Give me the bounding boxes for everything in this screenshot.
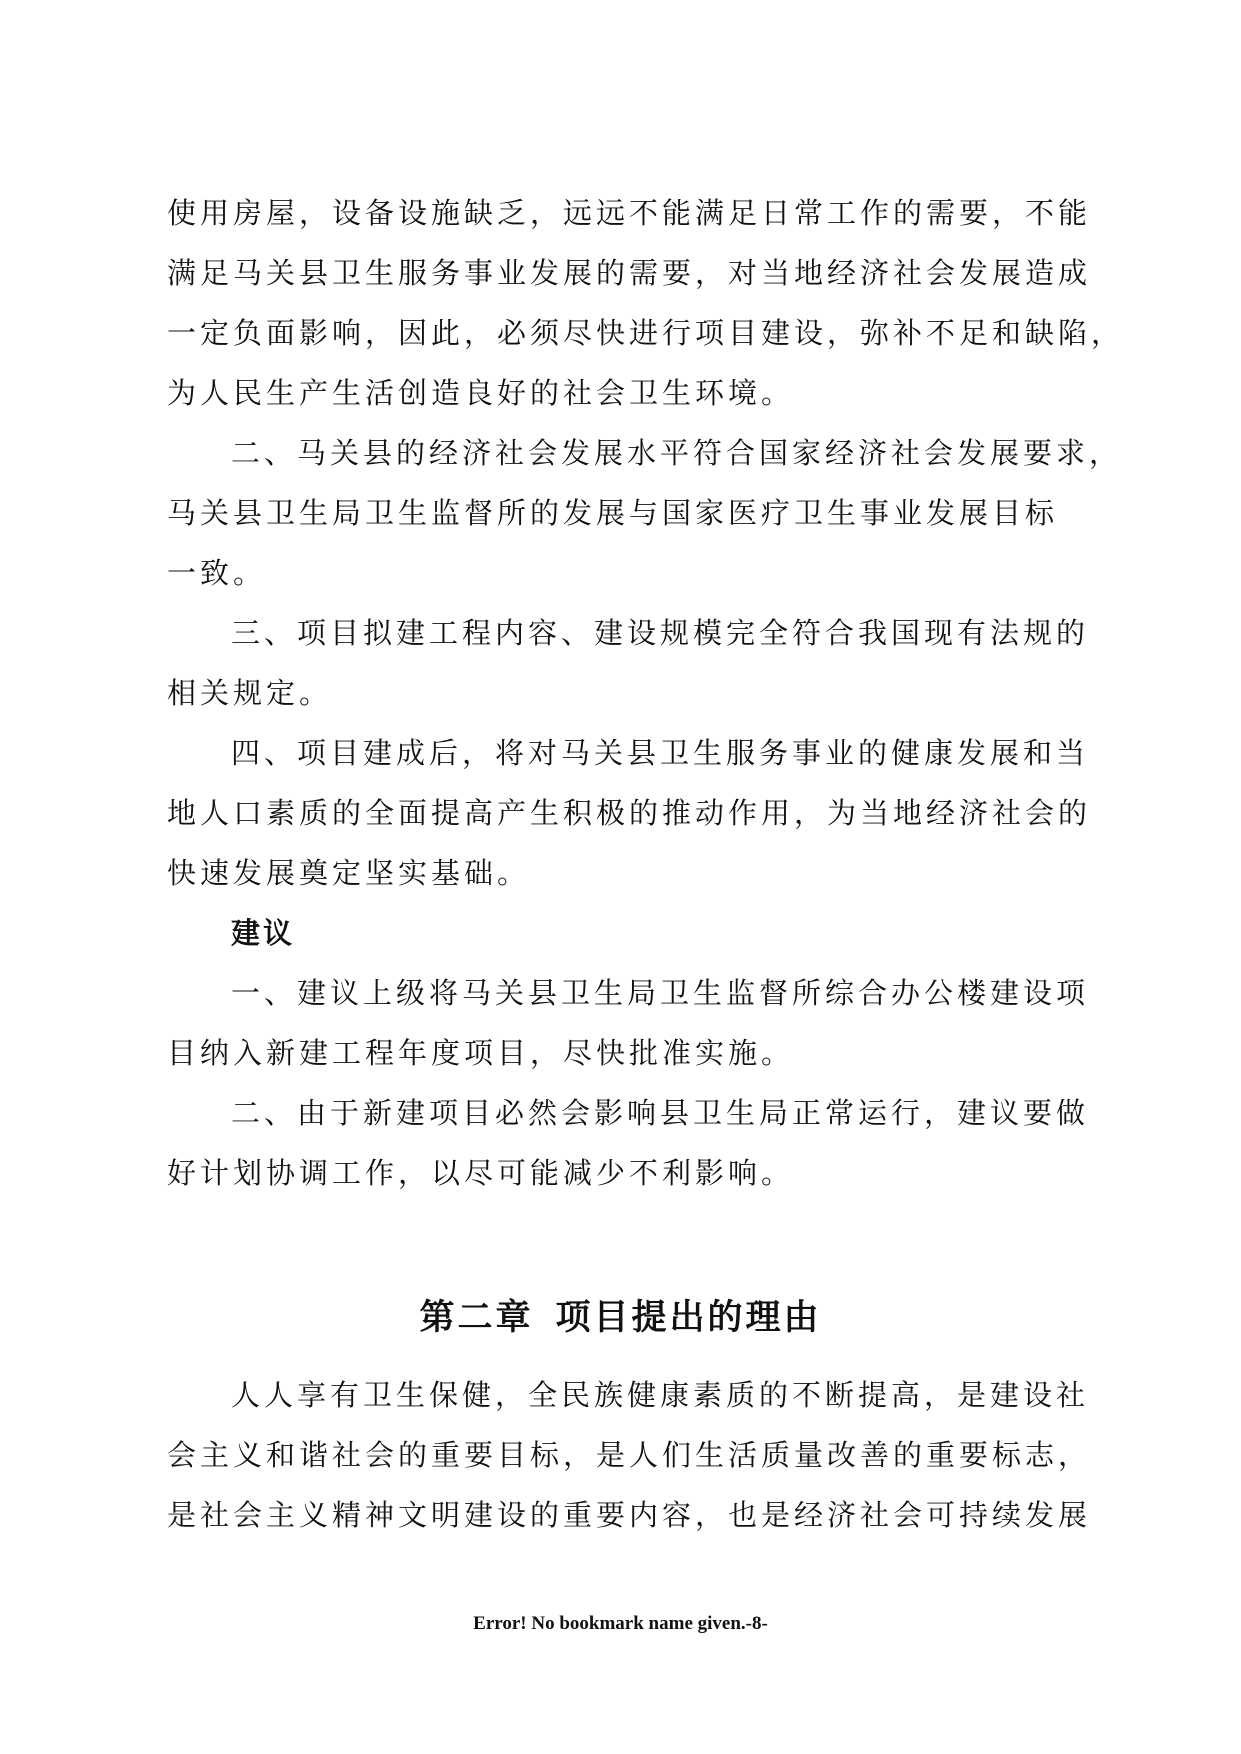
text-line: 目纳入新建工程年度项目，尽快批准实施。 xyxy=(167,1036,795,1070)
paragraph-point-three xyxy=(167,603,1090,723)
body-text xyxy=(167,183,1125,1203)
chapter-body xyxy=(167,1365,1092,1545)
chapter-title: 项目提出的理由 xyxy=(555,1297,822,1338)
chapter-number: 第二章 xyxy=(419,1297,534,1338)
text-line: 一、建议上级将马关县卫生局卫生监督所综合办公楼建设项 xyxy=(231,976,1090,1010)
text-line: 使用房屋，设备设施缺乏，远远不能满足日常工作的需要，不能 xyxy=(167,196,1092,230)
text-line: 三、项目拟建工程内容、建设规模完全符合我国现有法规的 xyxy=(231,616,1090,650)
text-line: 是社会主义精神文明建设的重要内容，也是经济社会可持续发展 xyxy=(167,1498,1092,1532)
text-line: 二、马关县的经济社会发展水平符合国家经济社会发展要求， xyxy=(231,436,1123,470)
text-line: 满足马关县卫生服务事业发展的需要，对当地经济社会发展造成 xyxy=(167,256,1092,290)
text-line: 会主义和谐社会的重要目标，是人们生活质量改善的重要标志， xyxy=(167,1438,1092,1472)
text-line: 一致。 xyxy=(167,556,267,590)
text-line: 一定负面影响，因此，必须尽快进行项目建设，弥补不足和缺陷， xyxy=(167,316,1125,350)
paragraph-housing-shortage xyxy=(167,183,1125,423)
recommendation-two xyxy=(167,1083,1090,1203)
text-line: 好计划协调工作，以尽可能减少不利影响。 xyxy=(167,1156,795,1190)
paragraph-point-two xyxy=(167,423,1123,603)
recommendation-heading: 建议 xyxy=(231,916,296,950)
chapter-heading xyxy=(0,1288,1241,1348)
text-line: 马关县卫生局卫生监督所的发展与国家医疗卫生事业发展目标 xyxy=(167,496,1059,530)
text-line: 地人口素质的全面提高产生积极的推动作用，为当地经济社会的 xyxy=(167,796,1092,830)
text-line: 为人民生产生活创造良好的社会卫生环境。 xyxy=(167,376,795,410)
paragraph-point-four xyxy=(167,723,1092,903)
page-footer: Error! No bookmark name given.-8- xyxy=(473,1613,768,1634)
text-line: 相关规定。 xyxy=(167,676,333,710)
text-line: 二、由于新建项目必然会影响县卫生局正常运行，建议要做 xyxy=(231,1096,1090,1130)
text-line: 人人享有卫生保健，全民族健康素质的不断提高，是建设社 xyxy=(231,1378,1090,1412)
chapter-paragraph xyxy=(167,1365,1092,1545)
text-line: 四、项目建成后，将对马关县卫生服务事业的健康发展和当 xyxy=(231,736,1090,770)
recommendation-one xyxy=(167,963,1090,1083)
text-line: 快速发展奠定坚实基础。 xyxy=(167,856,531,890)
